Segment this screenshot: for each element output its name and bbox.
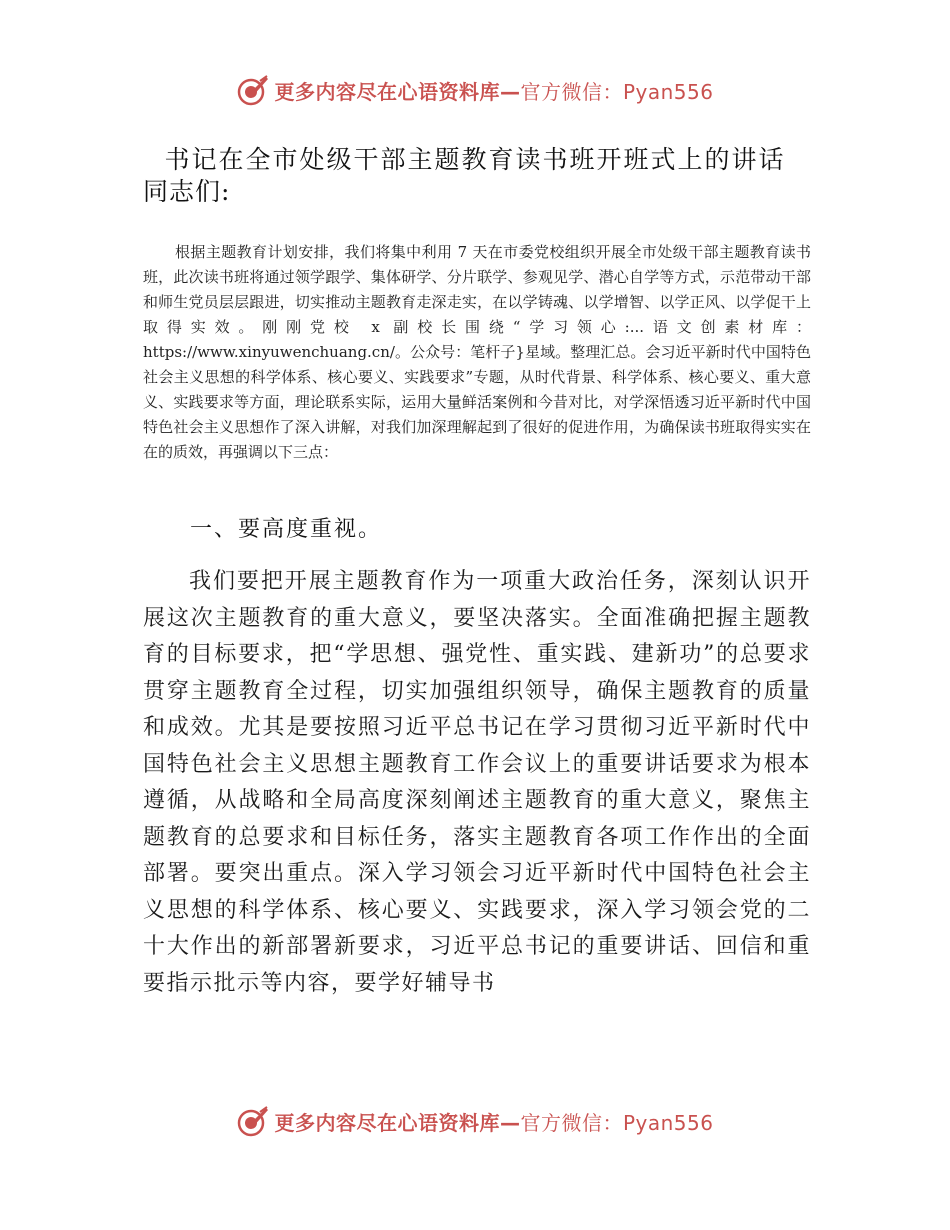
salutation: 同志们: xyxy=(143,177,231,206)
banner-text: 更多内容尽在心语资料库—官方微信：Pyan556 xyxy=(274,1110,714,1135)
intro-paragraph: 根据主题教育计划安排，我们将集中利用 7 天在市委党校组织开展全市处级干部主题教育读书班，此次读书班将通过领学跟学、集体研学、分片联学、参观见学、潜心自学等方式，示范带动干部和师生党员层层跟进，切实推动主题教育走深走实，在以学铸魂、以学增智、以学正风、以学促干上取得实效。刚刚党校 x 副校长围绕“学习领心:...语文创素材库：https://www.xinyuwenchuang.cn/。公众号：笔杆子}星域。整理汇总。会习近平新时代中国特色社会主义思想的科学体系、核心要义、实践要求”专题，从时代背景、科学体系、核心要义、重大意义、实践要求等方面，理论联系实际，运用大量鲜活案例和今昔对比，对学深悟透习近平新时代中国特色社会主义思想作了深入讲解，对我们加深理解起到了很好的促进作用，为确保读书班取得实实在在的质效，再强调以下三点： xyxy=(143,243,811,461)
quill-logo-icon xyxy=(236,73,270,107)
banner-text: 更多内容尽在心语资料库—官方微信：Pyan556 xyxy=(274,79,714,104)
header-watermark-banner xyxy=(0,70,950,110)
body-paragraph: 我们要把开展主题教育作为一项重大政治任务，深刻认识开展这次主题教育的重大意义，要坚决落实。全面准确把握主题教育的目标要求，把“学思想、强党性、重实践、建新功”的总要求贯穿主题教育全过程，切实加强组织领导，确保主题教育的质量和成效。尤其是要按照习近平总书记在学习贯彻习近平新时代中国特色社会主义思想主题教育工作会议上的重要讲话要求为根本遵循，从战略和全局高度深刻阐述主题教育的重大意义，聚焦主题教育的总要求和目标任务，落实主题教育各项工作作出的全面部署。要突出重点。深入学习领会习近平新时代中国特色社会主义思想的科学体系、核心要义、实践要求，深入学习领会党的二十大作出的新部署新要求，习近平总书记的重要讲话、回信和重要指示批示等内容，要学好辅导书 xyxy=(143,569,811,996)
document-title: 书记在全市处级干部主题教育读书班开班式上的讲话 xyxy=(164,145,786,174)
quill-logo-icon xyxy=(236,1104,270,1138)
footer-watermark-banner xyxy=(0,1101,950,1141)
section-heading: 一、要高度重视。 xyxy=(190,517,383,542)
